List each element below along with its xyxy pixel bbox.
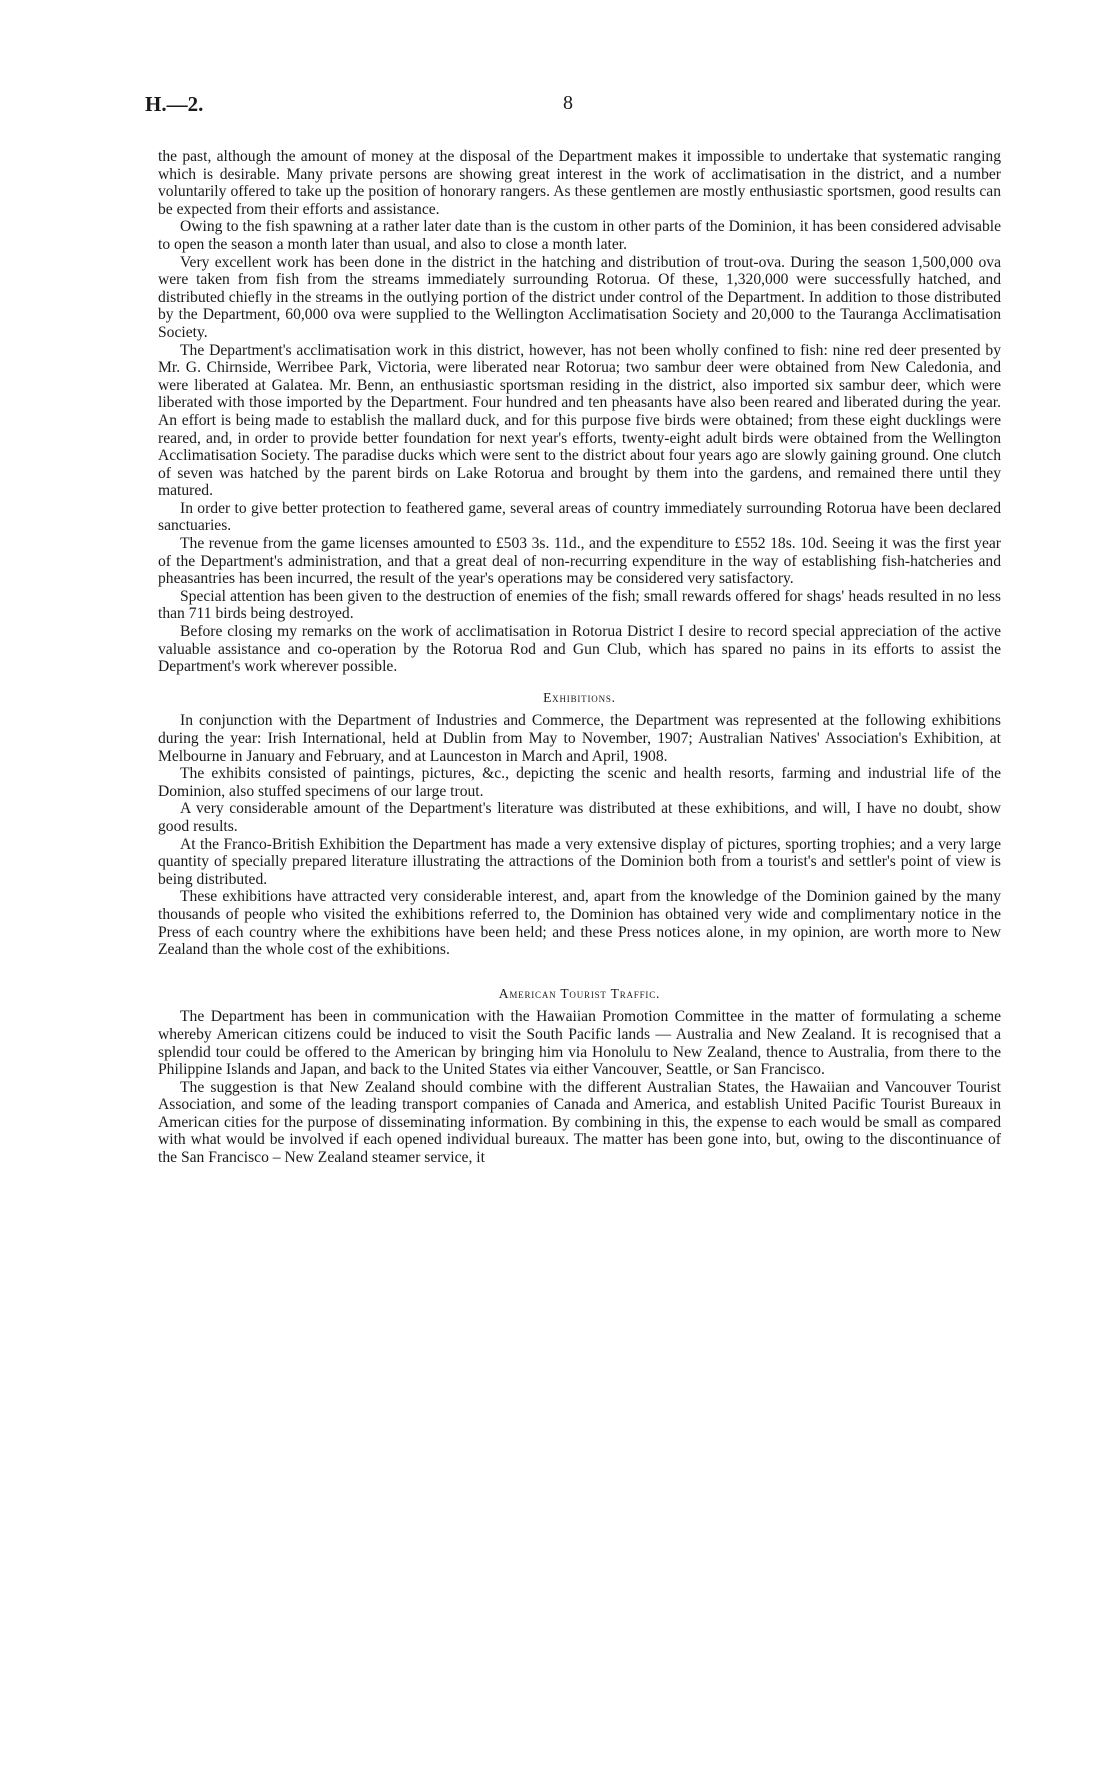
page-header <box>145 92 970 122</box>
paragraph: The revenue from the game licenses amounted to £503 3s. 11d., and the expenditure to £552 18s. 10d. Seeing it was the first year of the Department's administration, and that a great deal of non-recurring expenditure in the way of establishing fish-hatcheries and pheasantries has been incurred, the result of the year's operations may be considered very satisfactory. <box>158 535 1001 588</box>
body-text <box>158 148 1001 1167</box>
paragraph: Special attention has been given to the destruction of enemies of the fish; small rewards offered for shags' heads resulted in no less than 711 birds being destroyed. <box>158 587 1001 623</box>
section-heading-american-tourist-traffic: American Tourist Traffic. <box>498 985 661 1001</box>
section-heading-exhibitions: Exhibitions. <box>543 689 616 705</box>
paragraph: The suggestion is that New Zealand should combine with the different Australian States, the Hawaiian and Vancouver Tourist Association, and some of the leading transport companies of Canada and America, and establish United Pacific Tourist Bureaux in American cities for the purpose of disseminating information. By combining in this, the expense to each would be small as compared with what would be involved if each opened individual bureaux. The matter has been gone into, but, owing to the discontinuance of the San Francisco – New Zealand steamer service, it <box>158 1078 1001 1167</box>
paragraph: In order to give better protection to feathered game, several areas of country immediately surrounding Rotorua have been declared sanctuaries. <box>158 499 1001 535</box>
page-number: 8 <box>563 92 573 114</box>
paragraph: Owing to the fish spawning at a rather later date than is the custom in other parts of the Dominion, it has been considered advisable to open the season a month later than usual, and also to close a month later. <box>158 218 1001 253</box>
paragraph: The Department's acclimatisation work in this district, however, has not been wholly confined to fish: nine red deer presented by Mr. G. Chirnside, Werribee Park, Victoria, were liberated near Rotorua; two sambur deer were obtained from New Caledonia, and were liberated at Galatea. Mr. Benn, an enthusiastic sportsman residing in the district, also imported six sambur deer, which were liberated with those imported by the Department. Four hundred and ten pheasants have also been reared and liberated during the year. An effort is being made to establish the mallard duck, and for this purpose five birds were obtained; from these eight ducklings were reared, and, in order to provide better foundation for next year's efforts, twenty-eight adult birds were obtained from the Wellington Acclimatisation Society. The paradise ducks which were sent to the district about four years ago are slowly gaining ground. One clutch of seven was hatched by the parent birds on Lake Rotorua and brought by them into the gardens, and remained there until they matured. <box>158 341 1001 500</box>
paragraph: At the Franco-British Exhibition the Department has made a very extensive display of pictures, sporting trophies; and a very large quantity of specially prepared literature illustrating the attractions of the Dominion both from a tourist's and settler's point of view is being distributed. <box>158 835 1001 888</box>
document-reference: H.—2. <box>145 92 204 116</box>
paragraph: These exhibitions have attracted very considerable interest, and, apart from the knowledge of the Dominion gained by the many thousands of people who visited the exhibitions referred to, the Dominion has obtained very wide and complimentary notice in the Press of each country where the exhibitions have been held; and these Press notices alone, in my opinion, are worth more to New Zealand than the whole cost of the exhibitions. <box>158 888 1001 959</box>
paragraph: The exhibits consisted of paintings, pictures, &c., depicting the scenic and health resorts, farming and industrial life of the Dominion, also stuffed specimens of our large trout. <box>158 765 1001 800</box>
paragraph: The Department has been in communication with the Hawaiian Promotion Committee in the matter of formulating a scheme whereby American citizens could be induced to visit the South Pacific lands — Australia and New Zealand. It is recognised that a splendid tour could be offered to the American by bringing him via Honolulu to New Zealand, thence to Australia, from there to the Philippine Islands and Japan, and back to the United States via either Vancouver, Seattle, or San Francisco. <box>158 1008 1001 1079</box>
paragraph: Very excellent work has been done in the district in the hatching and distribution of trout-ova. During the season 1,500,000 ova were taken from fish from the streams immediately surrounding Rotorua. Of these, 1,320,000 were successfully hatched, and distributed chiefly in the streams in the outlying portion of the district under control of the Department. In addition to those distributed by the Department, 60,000 ova were supplied to the Wellington Acclimatisation Society and 20,000 to the Tauranga Acclimatisation Society. <box>158 253 1001 341</box>
paragraph: A very considerable amount of the Department's literature was distributed at these exhibitions, and will, I have no doubt, show good results. <box>158 800 1001 835</box>
paragraph: Before closing my remarks on the work of acclimatisation in Rotorua District I desire to record special appreciation of the active valuable assistance and co-operation by the Rotorua Rod and Gun Club, which has spared no pains in its efforts to assist the Department's work wherever possible. <box>158 623 1001 676</box>
paragraph: the past, although the amount of money at the disposal of the Department makes it impossible to undertake that systematic ranging which is desirable. Many private persons are showing great interest in the work of acclimatisation in the district, and a number voluntarily offered to take up the position of honorary rangers. As these gentlemen are mostly enthusiastic sportsmen, good results can be expected from their efforts and assistance. <box>158 148 1001 218</box>
paragraph: In conjunction with the Department of Industries and Commerce, the Department was represented at the following exhibitions during the year: Irish International, held at Dublin from May to November, 1907; Australian Natives' Association's Exhibition, at Melbourne in January and February, and at Launceston in March and April, 1908. <box>158 712 1001 765</box>
